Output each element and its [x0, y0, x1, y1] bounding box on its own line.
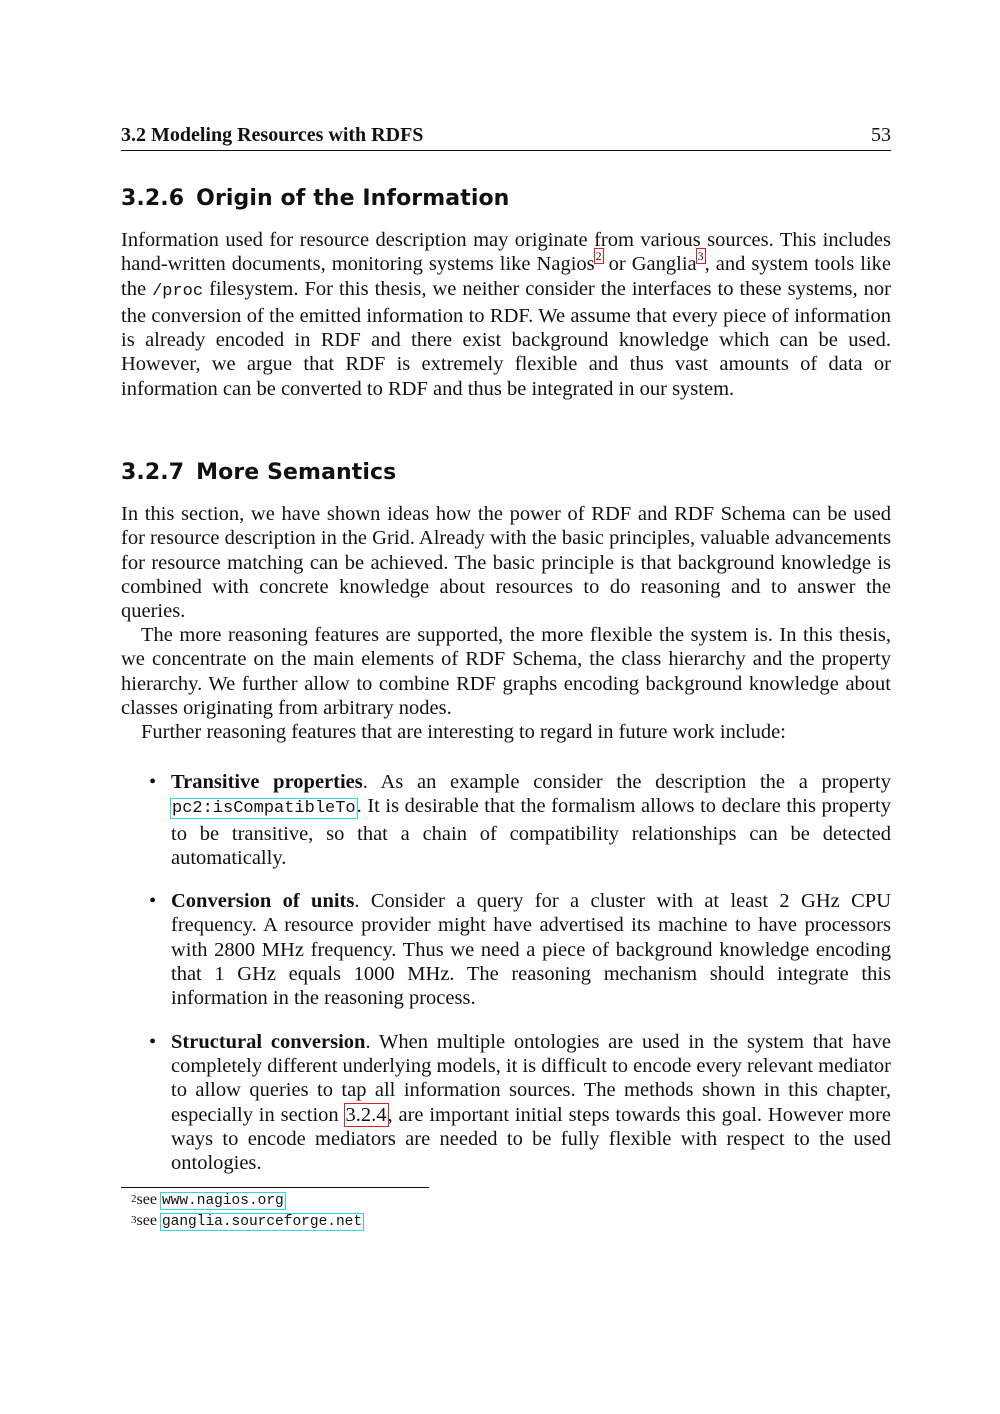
- paragraph-semantics-2: The more reasoning features are supported, the more flexible the system is. In this thesis, we concentrate on the main elements of RDF Schema, the class hierarchy and the property hierarchy. We further allow to combine RDF graphs encoding background knowledge about classes originating from arbitrary nodes.: [121, 624, 891, 719]
- section-number: 3.2.7: [121, 460, 185, 485]
- running-header: [121, 124, 891, 151]
- text-run: filesystem. For this thesis, we neither consider the interfaces to these systems, nor the conversion of the emitted information to RDF. We assume that every piece of information is already encoded in RDF and there exist background knowledge which can be used. However, we argue that RDF is extremely flexible and thus vast amounts of data or information can be converted to RDF and thus be integrated in our system.: [121, 277, 891, 400]
- section-ref-link[interactable]: 3.2.4: [345, 1103, 387, 1126]
- paragraph-semantics-3: Further reasoning features that are interesting to regard in future work include:: [141, 721, 786, 743]
- footnotes: [131, 1190, 363, 1232]
- list-item-transitive-properties: [121, 770, 891, 870]
- bullet-icon: •: [149, 771, 157, 793]
- bullet-icon: •: [149, 1030, 157, 1053]
- feature-list: [121, 770, 891, 1194]
- section-heading-3-2-7: [121, 460, 396, 485]
- paragraph-semantics-1: In this section, we have shown ideas how the power of RDF and RDF Schema can be used for resource description in the Grid. Already with the basic principles, valuable advancements for resource matching can be achieved. The basic principle is that background knowledge is combined with concrete knowledge about resources to do reasoning and to answer the queries.: [121, 503, 891, 623]
- footnote-prefix: see: [136, 1191, 161, 1208]
- list-item-term: Transitive properties: [171, 771, 363, 793]
- section-title: More Semantics: [196, 460, 397, 485]
- footnote-number: 2: [131, 1193, 137, 1205]
- text-run: . It is desirable that the formalism allows to declare this property to be transitive, so that a chain of compatibility relationships can be detected automatically.: [171, 795, 891, 869]
- section-number: 3.2.6: [121, 186, 185, 211]
- list-item-term: Structural conversion: [171, 1030, 366, 1053]
- section-title: Origin of the Information: [196, 186, 510, 211]
- list-item-structural-conversion: [121, 1030, 891, 1176]
- footnote-number: 3: [131, 1214, 137, 1226]
- text-run: Information used for resource description may originate from various sources. This includes hand-written documents, monitoring systems like Nagios: [121, 229, 891, 276]
- page-number: 53: [871, 124, 891, 146]
- footnote-divider: [121, 1187, 429, 1188]
- code-link-iscompatibleto[interactable]: pc2:isCompatibleTo: [172, 799, 356, 819]
- bullet-icon: •: [149, 890, 157, 913]
- running-header-section: 3.2 Modeling Resources with RDFS: [121, 124, 424, 146]
- footnote-prefix: see: [136, 1212, 161, 1229]
- footnote-2: [131, 1190, 363, 1211]
- text-run: , and system tools like the: [121, 253, 891, 300]
- footnote-ref-2[interactable]: 2: [595, 249, 602, 264]
- list-item-term: Conversion of units: [171, 890, 355, 913]
- paragraph-origin: [121, 228, 891, 401]
- text-run: . As an example consider the description the a property: [362, 771, 891, 793]
- footnote-ref-3[interactable]: 3: [697, 249, 704, 264]
- list-item-conversion-of-units: [121, 889, 891, 1010]
- text-run: . When multiple ontologies are used in the system that have completely different underlying models, it is difficult to encode every relevant mediator to allow queries to tap all information sources. The methods shown in this chapter, especially in section: [171, 1030, 891, 1126]
- footnote-3: [131, 1211, 363, 1232]
- text-run: . Consider a query for a cluster with at least 2 GHz CPU frequency. A resource provider might have advertised its machine to have processors with 2800 MHz frequency. Thus we need a piece of background knowledge encoding that 1 GHz equals 1000 MHz. The reasoning mechanism should integrate this information in the reasoning process.: [171, 890, 892, 1010]
- inline-code-proc: /proc: [152, 281, 204, 301]
- text-run: , are important initial steps towards this goal. However more ways to encode mediators are needed to be fully flexible with respect to the used ontologies.: [171, 1103, 891, 1175]
- footnote-link-ganglia[interactable]: ganglia.sourceforge.net: [161, 1214, 363, 1230]
- section-heading-3-2-6: [121, 186, 509, 211]
- footnote-link-nagios[interactable]: www.nagios.org: [161, 1193, 284, 1209]
- text-run: or Ganglia: [602, 253, 697, 276]
